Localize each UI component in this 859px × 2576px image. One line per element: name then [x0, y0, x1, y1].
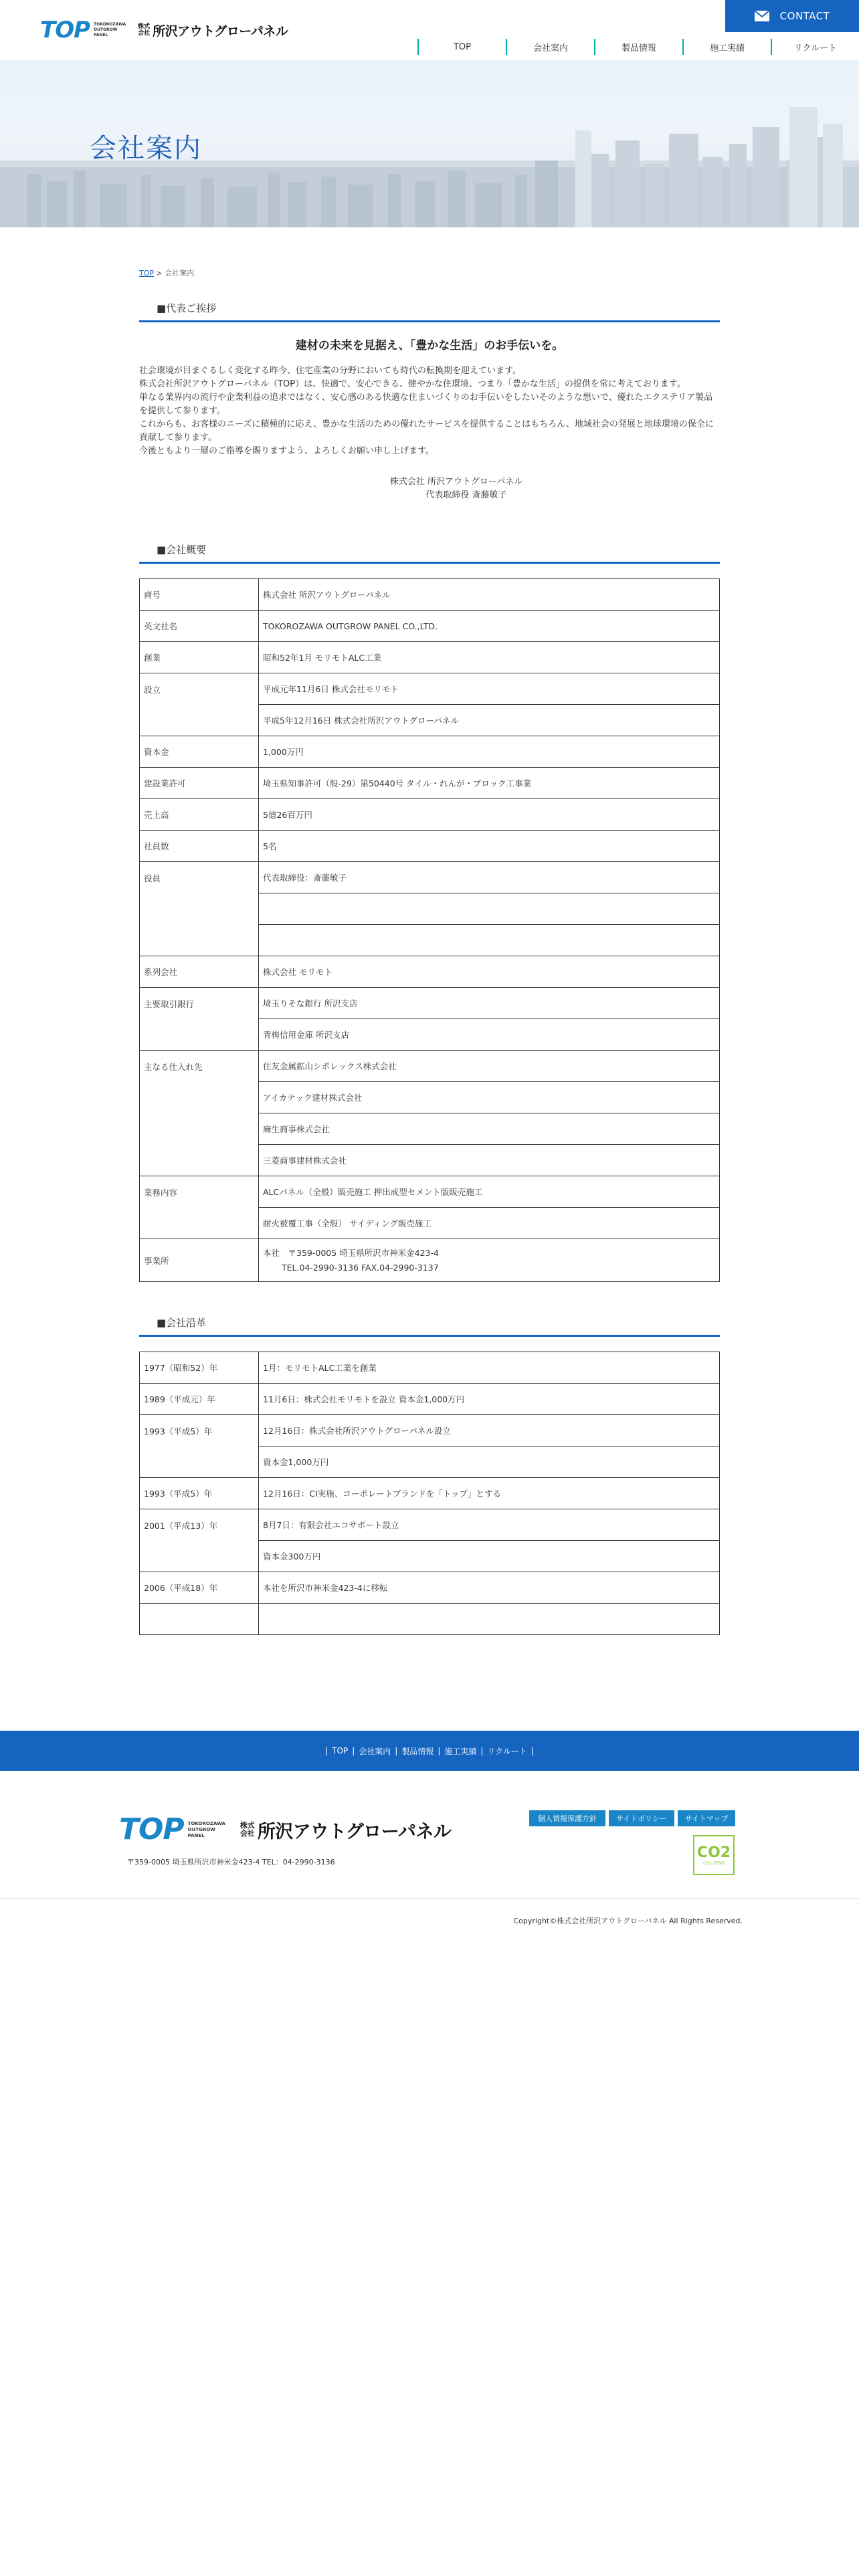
table-row [140, 673, 720, 705]
table-row [140, 988, 720, 1019]
table-row [140, 1352, 720, 1384]
table-row [140, 862, 720, 893]
table-key-cell: 主なる仕入れ先 [140, 1051, 259, 1176]
footer-logo-subtext: TOKOROZAWA OUTGROW PANEL [187, 1820, 225, 1838]
table-value-cell: 12月16日：株式会社所沢アウトグローパネル設立 [259, 1415, 720, 1446]
breadcrumb-current: 会社案内 [165, 269, 195, 278]
logo-company-name: 所沢アウトグローパネル [153, 23, 288, 39]
table-value-cell: 耐火被覆工事（全般） サイディング販売施工 [259, 1208, 720, 1239]
table-row [140, 736, 720, 768]
table-key-cell: 事業所 [140, 1239, 259, 1282]
table-value-cell: 資本金1,000万円 [259, 1446, 720, 1478]
site-logo[interactable] [40, 17, 288, 43]
logo-mark: TOP [40, 17, 90, 43]
table-row [140, 579, 720, 611]
table-row [140, 1572, 720, 1604]
table-value-cell: 平成5年12月16日 株式会社所沢アウトグローパネル [259, 705, 720, 736]
table-key-cell: 建設業許可 [140, 768, 259, 799]
table-value-cell: アイカテック建材株式会社 [259, 1082, 720, 1113]
table-value-cell: 5億26百万円 [259, 799, 720, 831]
table-key-cell: 社員数 [140, 831, 259, 862]
table-key-cell: 1977（昭和52）年 [140, 1352, 259, 1384]
table-value-cell: 株式会社 モリモト [259, 956, 720, 988]
table-value-cell [259, 893, 720, 925]
greeting-paragraph: 株式会社所沢アウトグローパネル（TOP）は、快適で、安心できる、健やかな住環境、つまり「豊かな生活」の提供を常に考えております。 [139, 379, 686, 389]
nav-products[interactable]: 製品情報 [594, 39, 682, 55]
footer-address: 〒359-0005 埼玉県所沢市神米金423-4 TEL：04-2990-3136 [127, 1858, 335, 1866]
footer-logo-mark: TOP [119, 1812, 184, 1846]
table-key-cell: 主要取引銀行 [140, 988, 259, 1051]
table-value-cell: 8月7日：有限会社エコサポート設立 [259, 1509, 720, 1541]
footer-logo-company-name: 所沢アウトグローパネル [257, 1821, 452, 1842]
table-value-cell: 埼玉りそな銀行 所沢支店 [259, 988, 720, 1019]
office-address-line: 本社 〒359-0005 埼玉県所沢市神米金423-4 [263, 1247, 439, 1258]
company-history-table [139, 1352, 720, 1635]
table-row [140, 1176, 720, 1208]
table-value-cell: 埼玉県知事許可（般-29）第50440号 タイル・れんが・ブロック工事業 [259, 768, 720, 799]
table-value-cell: 三菱商事建材株式会社 [259, 1145, 720, 1176]
table-key-cell: 英文社名 [140, 611, 259, 642]
signature-company: 株式会社 所沢アウトグローパネル [389, 477, 523, 487]
table-row [140, 799, 720, 831]
footer-nav-company[interactable]: 会社案内 [359, 1746, 391, 1756]
overview-heading: ■会社概要 [139, 542, 720, 564]
breadcrumb [139, 267, 720, 278]
table-key-cell: 創業 [140, 642, 259, 673]
global-nav [417, 39, 859, 55]
co2-badge-mark: CO2 [696, 1844, 731, 1861]
footer-nav-recruit[interactable]: リクルート [487, 1746, 527, 1756]
table-row [140, 1478, 720, 1509]
nav-works[interactable]: 施工実績 [682, 39, 771, 55]
footer-divider [0, 1898, 859, 1899]
table-value-cell: 昭和52年1月 モリモトALC工業 [259, 642, 720, 673]
table-row [140, 642, 720, 673]
table-row [140, 1415, 720, 1446]
table-row [140, 1051, 720, 1082]
footer-logo-kaisha: 株式 会社 [240, 1821, 255, 1838]
greeting-paragraph: これからも、お客様のニーズに積極的に応え、豊かな生活のための優れたサービスを提供することはもちろん、地域社会の発展と地球環境の保全に貢献して参ります。 [139, 419, 714, 443]
table-key-cell: 系列会社 [140, 956, 259, 988]
co2-badge-text: CO2 ZERO [703, 1860, 725, 1866]
office-address-cell [259, 1239, 720, 1282]
footer-nav: | TOP | 会社案内 | 製品情報 | 施工実績 | リクルート | [0, 1731, 859, 1771]
footer-nav-products[interactable]: 製品情報 [401, 1746, 434, 1756]
table-value-cell: 青梅信用金庫 所沢支店 [259, 1019, 720, 1051]
greeting-paragraph: 単なる業界内の流行や企業利益の追求ではなく、安心感のある快適な住まいづくりのお手伝いをしたいそのような想いで、優れたエクステリア製品を提供して参ります。 [139, 393, 713, 416]
site-header [0, 0, 859, 60]
table-row [140, 1604, 720, 1635]
hero-banner [0, 60, 859, 227]
contact-button[interactable] [725, 0, 859, 32]
table-key-cell: 資本金 [140, 736, 259, 768]
page-title: 会社案内 [90, 133, 202, 164]
site-policy-link[interactable]: サイトポリシー [608, 1810, 675, 1827]
table-row [140, 611, 720, 642]
table-value-cell: 平成元年11月6日 株式会社モリモト [259, 673, 720, 705]
main-content [139, 267, 720, 1635]
table-value-cell: TOKOROZAWA OUTGROW PANEL CO.,LTD. [259, 611, 720, 642]
footer-nav-top[interactable]: TOP [332, 1746, 349, 1755]
nav-company[interactable]: 会社案内 [506, 39, 594, 55]
contact-label: CONTACT [779, 10, 830, 22]
footer-logo[interactable] [119, 1812, 452, 1846]
breadcrumb-home-link[interactable]: TOP [139, 269, 155, 278]
table-row [140, 831, 720, 862]
table-value-cell: 1月：モリモトALC工業を創業 [259, 1352, 720, 1384]
table-key-cell: 2001（平成13）年 [140, 1509, 259, 1572]
greeting-signature [139, 475, 720, 502]
table-key-cell: 1993（平成5）年 [140, 1415, 259, 1478]
company-overview-table [139, 578, 720, 1282]
history-heading: ■会社沿革 [139, 1315, 720, 1337]
table-value-cell: 麻生商事株式会社 [259, 1113, 720, 1145]
table-value-cell: 5名 [259, 831, 720, 862]
table-value-cell [259, 1604, 720, 1635]
table-key-cell: 1989（平成元）年 [140, 1384, 259, 1415]
greeting-catchphrase: 建材の未来を見据え、「豊かな生活」のお手伝いを。 [295, 339, 564, 352]
privacy-policy-link[interactable]: 個人情報保護方針 [529, 1810, 606, 1827]
table-key-cell: 業務内容 [140, 1176, 259, 1239]
footer-links [529, 1810, 738, 1827]
table-value-cell: 11月6日：株式会社モリモトを設立 資本金1,000万円 [259, 1384, 720, 1415]
table-value-cell: 代表取締役：斎藤敏子 [259, 862, 720, 893]
greeting-paragraph: 今後ともより一層のご指導を賜りますよう、よろしくお願い申し上げます。 [139, 446, 434, 456]
table-value-cell: 住友金属鉱山シポレックス株式会社 [259, 1051, 720, 1082]
sitemap-link[interactable]: サイトマップ [677, 1810, 736, 1827]
logo-subtext: TOKOROZAWA OUTGROW PANEL [94, 22, 126, 37]
table-value-cell: ALCパネル（全般）販売施工 押出成型セメント版販売施工 [259, 1176, 720, 1208]
greeting-text [139, 364, 720, 458]
nav-recruit[interactable]: リクルート [771, 39, 859, 55]
co2-zero-badge [693, 1835, 735, 1875]
table-row [140, 768, 720, 799]
table-value-cell: 株式会社 所沢アウトグローパネル [259, 579, 720, 611]
table-key-cell: 設立 [140, 673, 259, 736]
copyright: Copyright©株式会社所沢アウトグローパネル All Rights Reserved. [513, 1917, 743, 1925]
table-value-cell: 1,000万円 [259, 736, 720, 768]
greeting-paragraph: 社会環境が目まぐるしく変化する昨今、住宅産業の分野においても時代の転換期を迎えています。 [139, 366, 521, 376]
nav-top[interactable]: TOP [417, 39, 506, 55]
table-value-cell: 本社を所沢市神米金423-4に移転 [259, 1572, 720, 1604]
greeting-heading: ■代表ご挨拶 [139, 301, 720, 322]
table-key-cell [140, 1604, 259, 1635]
signature-person: 代表取締役 斎藤敏子 [425, 490, 507, 500]
table-value-cell: 資本金300万円 [259, 1541, 720, 1572]
mail-icon [755, 11, 769, 21]
table-row [140, 1509, 720, 1541]
table-key-cell: 商号 [140, 579, 259, 611]
table-row [140, 1384, 720, 1415]
table-value-cell [259, 925, 720, 956]
breadcrumb-separator: > [154, 269, 165, 278]
logo-kaisha: 株式 会社 [138, 23, 151, 37]
office-phone-line: TEL.04-2990-3136 FAX.04-2990-3137 [282, 1262, 439, 1273]
table-value-cell: 12月16日：CI実施、コーポレートブランドを「トップ」とする [259, 1478, 720, 1509]
table-key-cell: 売上高 [140, 799, 259, 831]
table-key-cell: 1993（平成5）年 [140, 1478, 259, 1509]
footer-nav-works[interactable]: 施工実績 [444, 1746, 477, 1756]
table-row [140, 1239, 720, 1282]
table-row [140, 956, 720, 988]
table-key-cell: 役員 [140, 862, 259, 956]
table-key-cell: 2006（平成18）年 [140, 1572, 259, 1604]
